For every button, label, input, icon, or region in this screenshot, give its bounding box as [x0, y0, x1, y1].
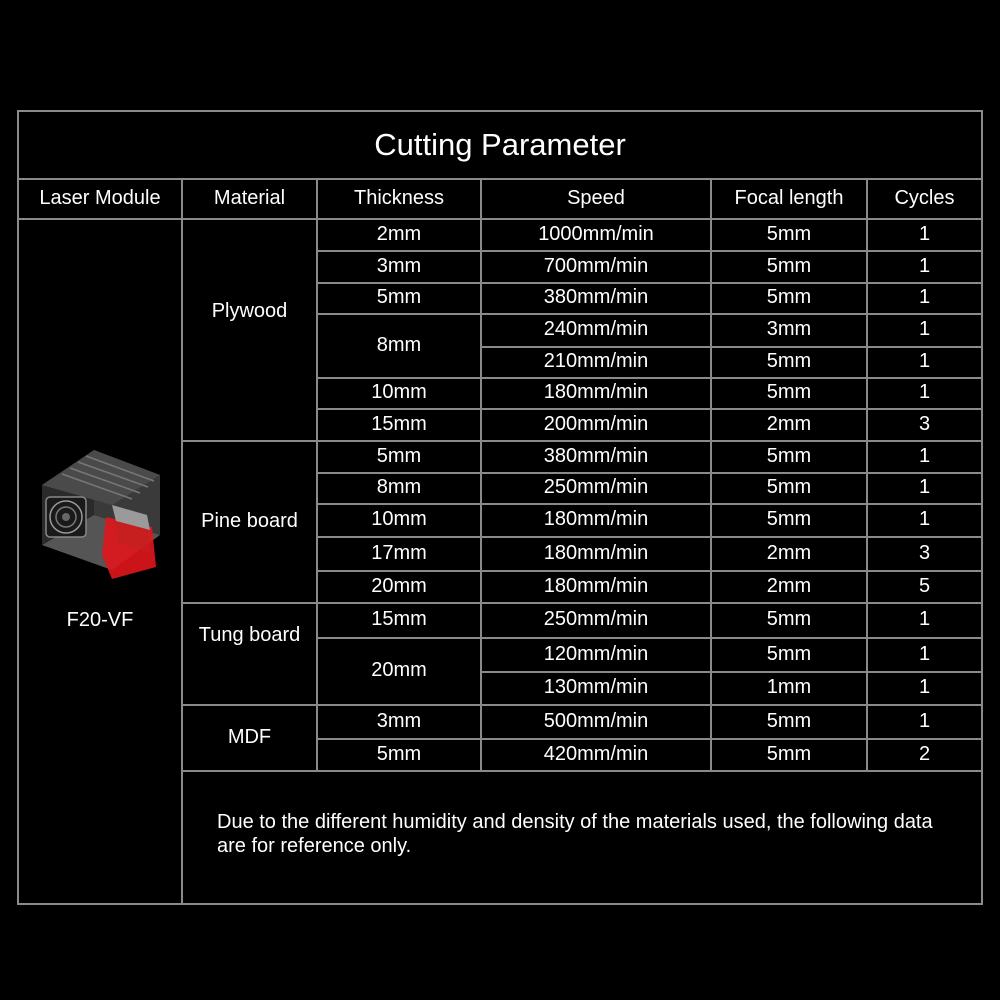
speed-cell: 210mm/min: [543, 350, 649, 372]
speed-cell: 250mm/min: [543, 608, 649, 630]
header-cycles: Cycles: [894, 187, 955, 209]
module-name: F20-VF: [66, 608, 134, 631]
thickness-cell: 10mm: [371, 508, 427, 530]
thickness-cell: 10mm: [371, 381, 427, 403]
speed-cell: 1000mm/min: [538, 222, 654, 245]
thickness-cell: 15mm: [371, 412, 427, 435]
focal-length-cell: 5mm: [766, 350, 812, 372]
grid-line: [316, 770, 480, 772]
laser-module-image: [32, 445, 167, 585]
cycles-cell: 1: [918, 508, 931, 530]
material-cell: Plywood: [211, 299, 288, 322]
focal-length-cell: 1mm: [766, 676, 812, 698]
header-thickness: Thickness: [353, 187, 445, 209]
thickness-cell: 3mm: [376, 254, 422, 277]
material-cell: MDF: [227, 725, 272, 748]
focal-length-cell: 5mm: [766, 476, 812, 498]
speed-cell: 700mm/min: [543, 254, 649, 277]
header-material: Material: [213, 187, 286, 209]
thickness-cell: 17mm: [371, 541, 427, 564]
cycles-cell: 1: [918, 444, 931, 467]
grid-line: [480, 770, 983, 772]
focal-length-cell: 5mm: [766, 444, 812, 467]
cycles-cell: 1: [918, 222, 931, 245]
thickness-cell: 5mm: [376, 286, 422, 308]
focal-length-cell: 5mm: [766, 709, 812, 732]
cycles-cell: 2: [918, 742, 931, 765]
focal-length-cell: 5mm: [766, 742, 812, 765]
header-laser-module: Laser Module: [39, 187, 161, 209]
cycles-cell: 1: [918, 676, 931, 698]
cycles-cell: 3: [918, 412, 931, 435]
focal-length-cell: 2mm: [766, 541, 812, 564]
focal-length-cell: 5mm: [766, 381, 812, 403]
cycles-cell: 1: [918, 254, 931, 277]
speed-cell: 130mm/min: [543, 676, 649, 698]
thickness-cell: 3mm: [376, 709, 422, 732]
focal-length-cell: 5mm: [766, 508, 812, 530]
grid-line: [181, 770, 316, 772]
speed-cell: 240mm/min: [543, 318, 649, 340]
page-title: Cutting Parameter: [374, 126, 626, 162]
focal-length-cell: 5mm: [766, 642, 812, 665]
speed-cell: 180mm/min: [543, 508, 649, 530]
speed-cell: 200mm/min: [543, 412, 649, 435]
focal-length-cell: 5mm: [766, 222, 812, 245]
thickness-cell: 5mm: [376, 742, 422, 765]
focal-length-cell: 2mm: [766, 412, 812, 435]
focal-length-cell: 5mm: [766, 286, 812, 308]
thickness-cell: 15mm: [371, 608, 427, 630]
speed-cell: 180mm/min: [543, 541, 649, 564]
thickness-cell: 8mm: [376, 476, 422, 498]
material-cell: Tung board: [198, 623, 301, 646]
focal-length-cell: 5mm: [766, 254, 812, 277]
header-speed: Speed: [567, 187, 625, 209]
speed-cell: 500mm/min: [543, 709, 649, 732]
thickness-cell: 20mm: [371, 659, 427, 681]
speed-cell: 420mm/min: [543, 742, 649, 765]
thickness-cell: 20mm: [371, 574, 427, 597]
cycles-cell: 1: [918, 286, 931, 308]
speed-cell: 120mm/min: [543, 642, 649, 665]
focal-length-cell: 2mm: [766, 574, 812, 597]
focal-length-cell: 5mm: [766, 608, 812, 630]
cycles-cell: 5: [918, 574, 931, 597]
cycles-cell: 3: [918, 541, 931, 564]
speed-cell: 380mm/min: [543, 444, 649, 467]
thickness-cell: 5mm: [376, 444, 422, 467]
cycles-cell: 1: [918, 642, 931, 665]
speed-cell: 180mm/min: [543, 381, 649, 403]
thickness-cell: 8mm: [376, 333, 422, 356]
header-focal-length: Focal length: [734, 187, 844, 209]
material-cell: Pine board: [201, 509, 298, 532]
cycles-cell: 1: [918, 608, 931, 630]
cycles-cell: 1: [918, 709, 931, 732]
speed-cell: 250mm/min: [543, 476, 649, 498]
speed-cell: 180mm/min: [543, 574, 649, 597]
speed-cell: 380mm/min: [543, 286, 649, 308]
cycles-cell: 1: [918, 350, 931, 372]
cycles-cell: 1: [918, 381, 931, 403]
cycles-cell: 1: [918, 476, 931, 498]
focal-length-cell: 3mm: [766, 318, 812, 340]
reference-note: Due to the different humidity and density of the materials used, the following data are for reference only.: [217, 811, 933, 857]
cycles-cell: 1: [918, 318, 931, 340]
thickness-cell: 2mm: [376, 222, 422, 245]
